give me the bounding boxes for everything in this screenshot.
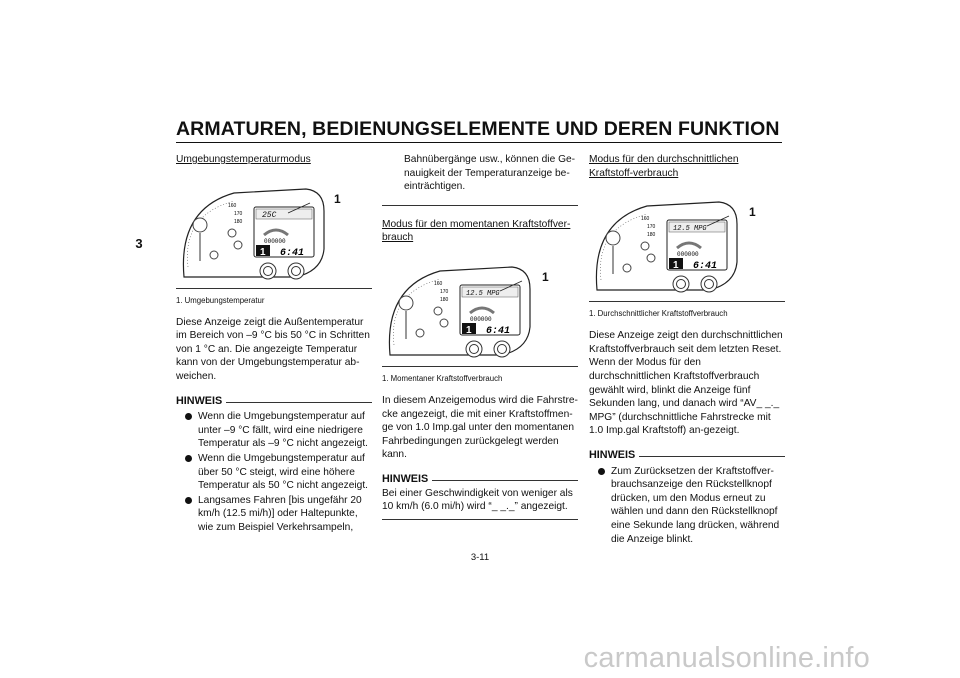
list-item: Wenn die Umgebungstemperatur auf unter –9 °C fällt, wird eine niedrigere Temperatur als –9 °C nicht angezeigt.: [176, 410, 372, 451]
section-heading-average-fuel: Modus für den durchschnittlichen Kraftstoff-verbrauch: [589, 154, 739, 179]
note-bullet-list: [176, 410, 372, 534]
gauge-gear: 1: [673, 260, 679, 272]
continued-bullet-text: Bahnübergänge usw., können die Ge-nauigkeit der Temperaturanzeige be-einträchtigen.: [404, 154, 576, 193]
gauge-gear: 1: [260, 246, 266, 258]
gauge-odometer: 000000: [264, 237, 286, 245]
body-text: In diesem Anzeigemodus wird die Fahrstre-cke angezeigt, die mit einer Kraftstoffmen-ge von 1.0 Imp.gal unter den momentanen Fahrbedingungen zurückgelegt werden kann.: [382, 394, 578, 461]
note-heading: [176, 395, 372, 409]
figure-average-fuel: [589, 192, 756, 294]
bullet-icon: [185, 455, 192, 462]
gauge-odometer: 000000: [677, 251, 699, 259]
figure-ambient-temperature: [176, 179, 341, 281]
figure-callout: 1: [749, 205, 756, 220]
caption-rule: [589, 301, 785, 302]
column-1: [176, 153, 372, 535]
bullet-icon: [185, 413, 192, 420]
gauge-clock: 6:41: [486, 325, 511, 337]
list-item: Zum Zurücksetzen der Kraftstoffver-brauchsanzeige den Rückstellknopf drücken, um den Modus erneut zu wählen und dann den Rückstellknopf eine Sekunde lang drücken, während die Anzeige blinkt.: [589, 465, 785, 547]
gauge-tach-label: 160: [641, 216, 650, 223]
note-label: HINWEIS: [382, 472, 429, 485]
instrument-cluster-illustration: [382, 257, 532, 359]
caption-rule: [176, 288, 372, 289]
note-heading: [589, 449, 785, 463]
gauge-display-text: 25C: [262, 210, 277, 220]
gauge-display-text: 12.5 MPG: [466, 289, 500, 298]
gauge-clock: 6:41: [693, 261, 718, 273]
gauge-display-text: 12.5 MPG: [673, 225, 707, 234]
gauge-odometer: 000000: [470, 315, 492, 323]
column-2: [382, 153, 578, 520]
note-end-rule: [382, 519, 578, 520]
list-item: Wenn die Umgebungstemperatur auf über 50 °C steigt, wird eine höhere Temperatur als 50 °C nicht angezeigt.: [176, 452, 372, 493]
section-heading-instant-fuel: Modus für den momentanen Kraftstoffver-brauch: [382, 218, 571, 244]
body-text: Diese Anzeige zeigt den durchschnittlichen Kraftstoffverbrauch seit dem letzten Reset. Wenn der Modus für den durchschnittlichen Kraftstoffverbrauch gewählt wird, blinkt die Anzeige fünf Sekunden lang, und danach wird “AV_ _._ MPG” (durchschnittliche Fahrstrecke mit 1.0 Imp.gal Kraftstoff) an-gezeigt.: [589, 330, 783, 437]
caption-rule: [382, 366, 578, 367]
body-text: Diese Anzeige zeigt die Außentemperatur im Bereich von –9 °C bis 50 °C in Schritten von 1 °C an. Die angezeigte Temperatur kann von der Umgebungstemperatur ab-weichen.: [176, 316, 370, 382]
page-number: 3-11: [470, 552, 490, 563]
gauge-gear: 1: [466, 324, 472, 336]
note-rule: [639, 456, 785, 457]
note-label: HINWEIS: [176, 394, 223, 407]
gauge-tach-label: 160: [434, 280, 443, 287]
section-heading-ambient-temperature: Umgebungstemperaturmodus: [176, 154, 311, 165]
note-bullet-list: [589, 465, 785, 547]
gauge-tach-label: 170: [234, 210, 243, 217]
figure-caption: 1. Momentaner Kraftstoffverbrauch: [382, 373, 503, 383]
note-label: HINWEIS: [589, 448, 636, 461]
list-item: Langsames Fahren [bis ungefähr 20 km/h (12.5 mi/h)] oder Haltepunkte, wie zum Beispiel Verkehrsampeln,: [176, 494, 372, 535]
note-rule: [432, 480, 578, 481]
gauge-tach-label: 170: [647, 224, 656, 231]
title-rule: [176, 142, 782, 143]
gauge-tach-label: 180: [647, 232, 656, 239]
note-heading: [382, 473, 578, 487]
figure-caption: 1. Durchschnittlicher Kraftstoffverbrauch: [589, 309, 728, 319]
bullet-icon: [185, 497, 192, 504]
bullet-icon: [598, 468, 605, 475]
column-3: [589, 153, 785, 546]
instrument-cluster-illustration: [589, 192, 739, 294]
note-rule: [226, 402, 372, 403]
figure-instant-fuel: [382, 257, 549, 359]
gauge-tach-label: 180: [440, 296, 449, 303]
note-end-rule: [382, 205, 578, 206]
figure-callout: 1: [542, 269, 549, 284]
instrument-cluster-illustration: [176, 179, 326, 281]
note-text: Bei einer Geschwindigkeit von weniger als 10 km/h (6.0 mi/h) wird “_ _._” angezeigt.: [382, 487, 573, 513]
gauge-tach-label: 170: [440, 288, 449, 295]
chapter-tab[interactable]: 3: [135, 236, 143, 251]
figure-callout: 1: [334, 191, 341, 206]
gauge-tach-label: 160: [228, 202, 237, 209]
gauge-tach-label: 180: [234, 218, 243, 225]
page-title: ARMATUREN, BEDIENUNGSELEMENTE UND DEREN FUNKTION: [176, 118, 780, 140]
figure-caption: 1. Umgebungstemperatur: [176, 295, 265, 305]
gauge-clock: 6:41: [280, 247, 305, 259]
watermark: carmanualsonline.info: [583, 642, 870, 674]
